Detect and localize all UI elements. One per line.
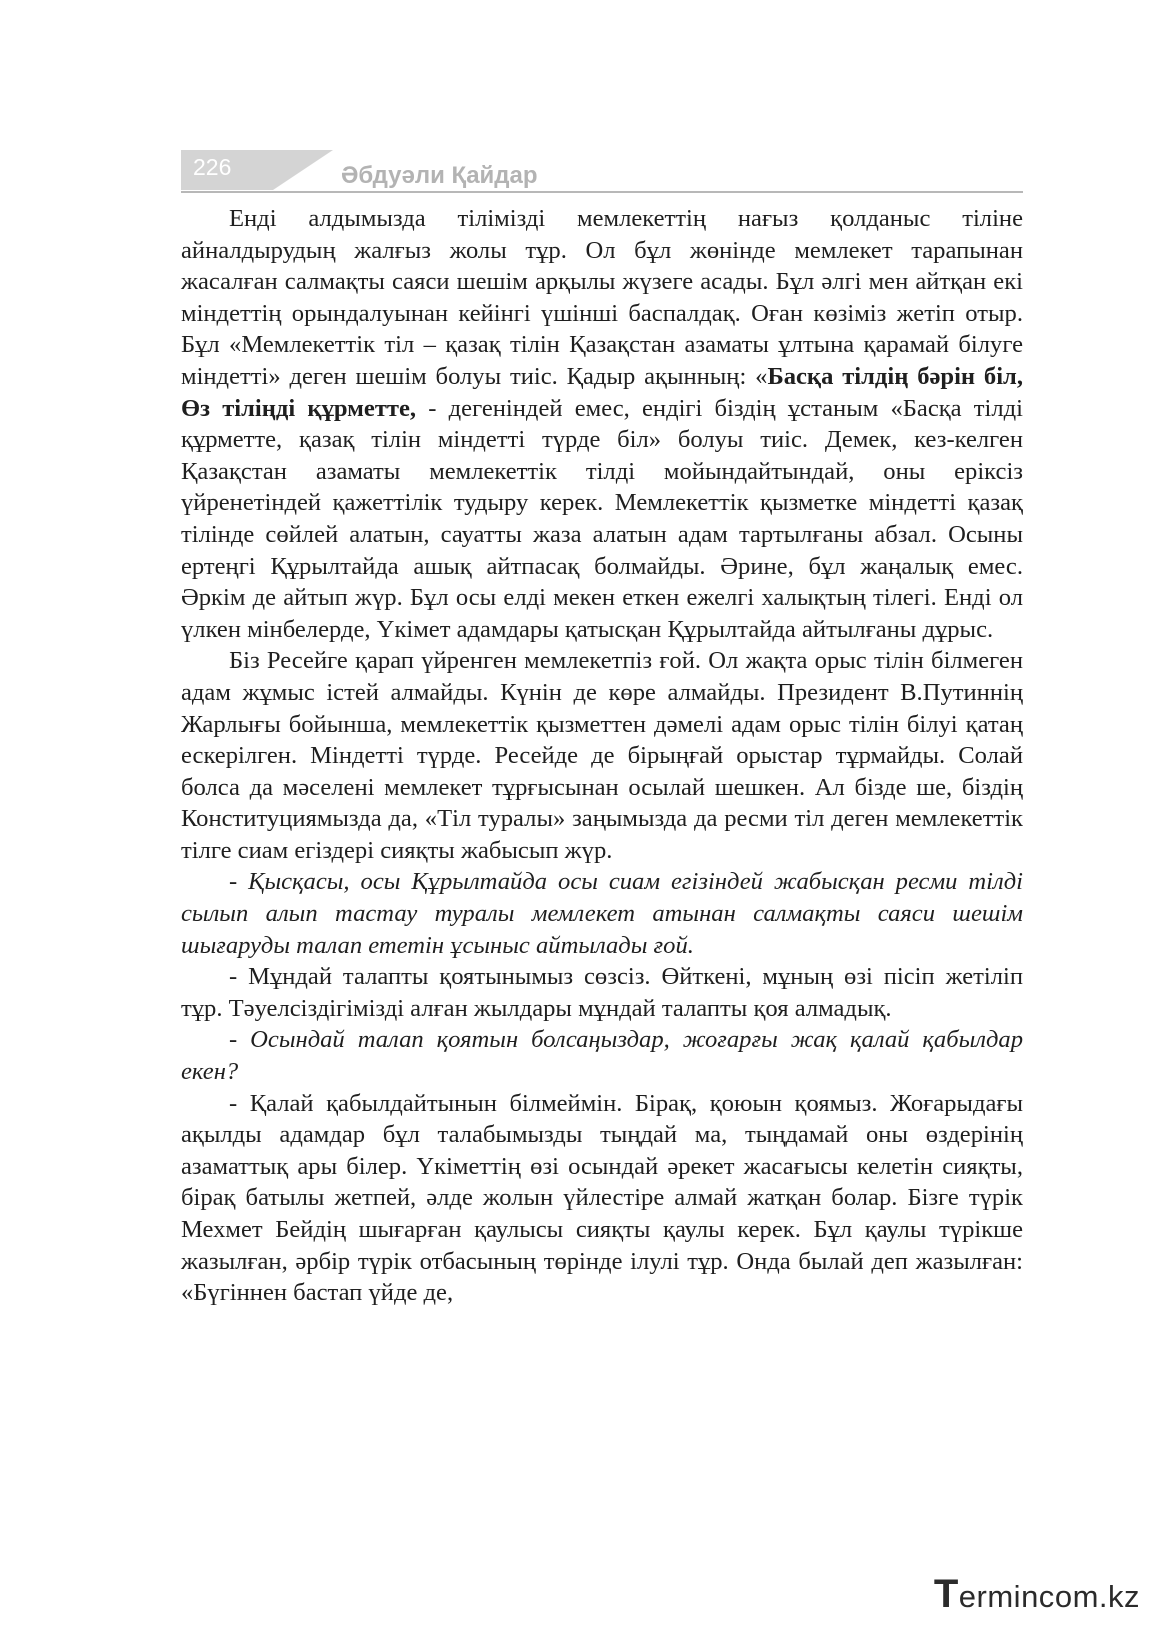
page-header <box>181 150 1023 196</box>
page-tab-slope <box>273 150 333 190</box>
interview-answer-2: - Қалай қабылдайтынын білмеймін. Бірақ, қоюын қоямыз. Жоғарыдағы ақылды адамдар бұл талабымызды тыңдай ма, тыңдамай оны өздерінің азаматтық ары білер. Үкіметтің өзі осындай әрекет жасағысы келетін сияқты, бірақ батылы жетпей, әлде жолын үйлестіре алмай жатқан болар. Бізге түрік Мехмет Бейдің шығарған қаулысы сияқты қаулы керек. Бұл қаулы түрікше жазылған, әрбір түрік отбасының төрінде ілулі тұр. Онда былай деп жазылған: «Бүгіннен бастап үйде де, <box>181 1089 1023 1307</box>
page-number-tab <box>181 150 273 190</box>
running-title: Әбдуәли Қайдар <box>341 162 538 189</box>
body-text <box>181 203 1023 1309</box>
paragraph-1-part-1: Енді алдымызда тілімізді мемлекеттің нағыз қолданыс тіліне айналдырудың жалғыз жолы тұр. Ол бұл жөнінде мемлекет тарапынан жасалған салмақты саяси шешім арқылы жүзеге асады. Бұл әлгі мен айтқан екі міндеттің орындалуынан кейінгі үшінші баспалдақ. Оған көзіміз жетіп отыр. Бұл «Мемлекеттік тіл – қазақ тілін Қазақстан азаматы ұлтына қарамай білуге міндетті» деген шешім болуы тиіс. Қадыр ақынның: « <box>181 205 1023 390</box>
paragraph-1 <box>181 203 1023 645</box>
quote-bold: Басқа тілдің бәрін біл, Өз тіліңді құрметте, <box>181 362 1023 422</box>
interview-question-1: - Қысқасы, осы Құрылтайда осы сиам егізіндей жабысқан ресми тілді сылып алып тастау туралы мемлекет атынан салмақты саяси шешім шығаруды талап ететін ұсыныс айтылады ғой. <box>181 868 1023 959</box>
watermark-logo: Termincom.kz <box>933 1572 1140 1616</box>
paragraph-1-part-2: - дегеніндей емес, ендігі біздің ұстаным «Басқа тілді құрметте, қазақ тілін міндетті түрде біл» болуы тиіс. Демек, кез-келген Қазақстан азаматы мемлекеттік тілді мойындайтындай, оны еріксіз үйренетіндей қажеттілік тудыру керек. Мемлекеттік қызметке міндетті қазақ тілінде сөйлей алатын, сауатты жаза алатын адам тартылғаны абзал. Осыны ертеңгі Құрылтайда ашық айтпасақ болмайды. Әрине, бұл жаңалық емес. Әркім де айтып жүр. Бұл осы елді мекен еткен ежелгі халықтың тілегі. Енді ол үлкен мінбелерде, Үкімет адамдары қатысқан Құрылтайда айтылғаны дұрыс. <box>181 394 1024 643</box>
interview-question-2: - Осындай талап қоятын болсаңыздар, жоғарғы жақ қалай қабылдар екен? <box>181 1026 1023 1086</box>
header-rule <box>181 191 1023 193</box>
interview-answer-1: - Мұндай талапты қоятынымыз сөзсіз. Өйткені, мұның өзі пісіп жетіліп тұр. Тәуелсіздігімізді алған жылдары мұндай талапты қоя алмадық. <box>181 963 1023 1022</box>
page-number: 226 <box>193 154 232 180</box>
paragraph-2: Біз Ресейге қарап үйренген мемлекетпіз ғой. Ол жақта орыс тілін білмеген адам жұмыс істей алмайды. Күнін де көре алмайды. Президент В.Путиннің Жарлығы бойынша, мемлекеттік қызметтен дәмелі адам орыс тілін білуі қатаң ескерілген. Міндетті түрде. Ресейде де бірыңғай орыстар тұрмайды. Солай болса да мәселені мемлекет тұрғысынан осылай шешкен. Ал бізде ше, біздің Конституциямызда да, «Тіл туралы» заңымызда да ресми тіл деген мемлекеттік тілге сиам егіздері сияқты жабысып жүр. <box>181 647 1023 864</box>
